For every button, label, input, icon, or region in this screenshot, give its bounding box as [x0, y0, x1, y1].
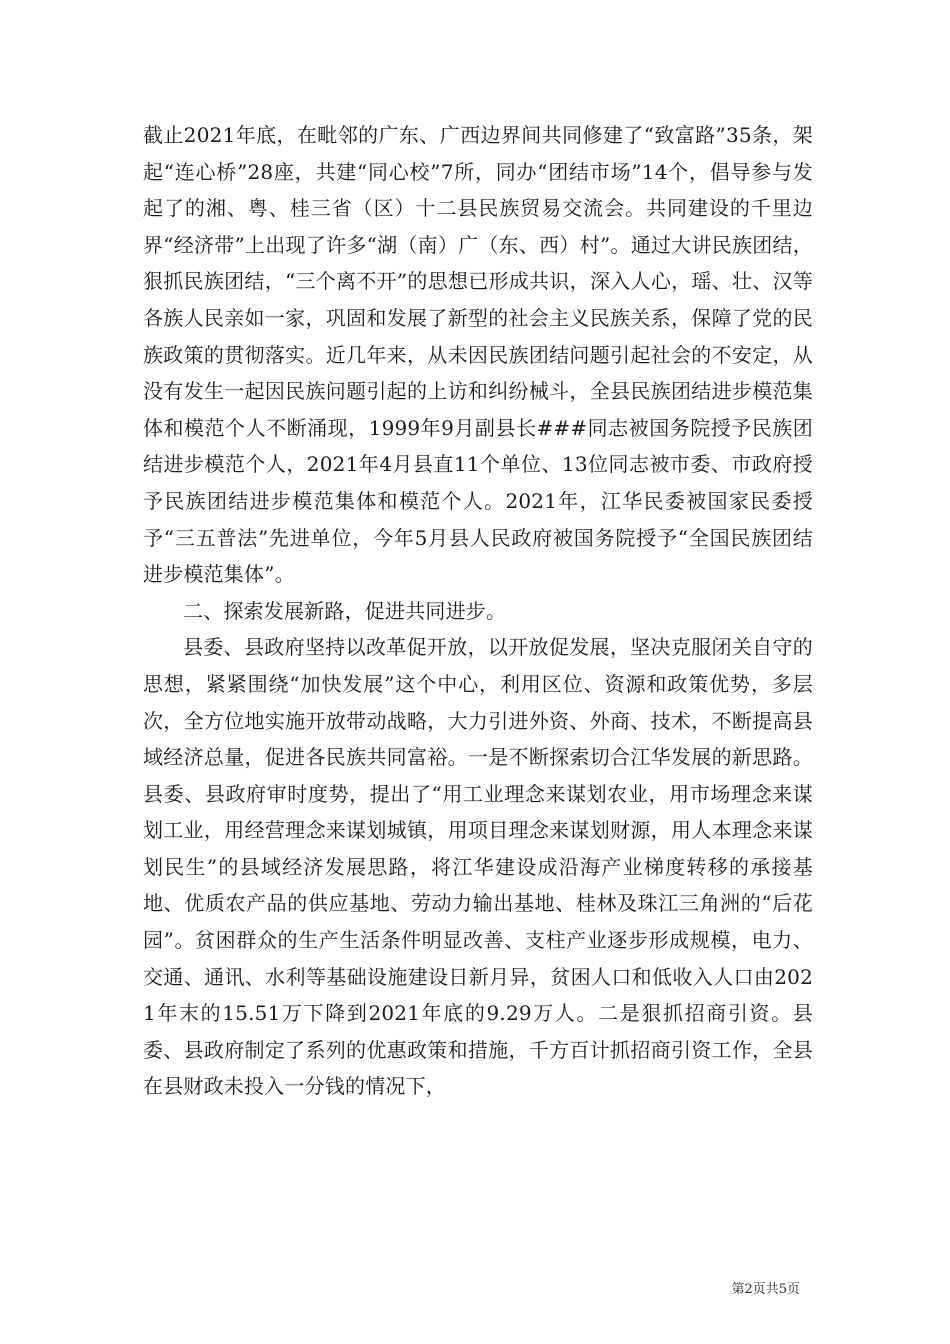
paragraph-ethnic-unity: 截止2021年底，在毗邻的广东、广西边界间共同修建了“致富路”35条，架起“连心桥”28座，共建“同心校”7所，同办“团结市场”14个，倡导参与发起了的湘、粤、桂三省（区）十二县民族贸易交流会。共同建设的千里边界“经济带”上出现了许多“湖（南）广（东、西）村”。通过大讲民族团结，狠抓民族团结，“三个离不开”的思想已形成共识，深入人心，瑶、壮、汉等各族人民亲如一家，巩固和发展了新型的社会主义民族关系，保障了党的民族政策的贯彻落实。近几年来，从未因民族团结问题引起社会的不安定，从没有发生一起因民族问题引起的上访和纠纷械斗，全县民族团结进步模范集体和模范个人不断涌现，1999年9月副县长###同志被国务院授予民族团结进步模范个人，2021年4月县直11个单位、13位同志被市委、市政府授予民族团结进步模范集体和模范个人。2021年，江华民委被国家民委授予“三五普法”先进单位，今年5月县人民政府被国务院授予“全国民族团结进步模范集体”。 [143, 123, 813, 587]
section-heading-explore-development: 二、探索发展新路，促进共同进步。 [183, 598, 507, 623]
page-number-footer: 第2页共5页 [731, 1282, 800, 1297]
document-body [143, 117, 813, 1105]
paragraph-opening-development: 县委、县政府坚持以改革促开放，以开放促发展，坚决克服闭关自守的思想，紧紧围绕“加快发展”这个中心，利用区位、资源和政策优势，多层次，全方位地实施开放带动战略，大力引进外资、外商、技术，不断提高县域经济总量，促进各民族共同富裕。一是不断探索切合江华发展的新思路。县委、县政府审时度势，提出了“用工业理念来谋划农业，用市场理念来谋划工业，用经营理念来谋划城镇，用项目理念来谋划财源，用人本理念来谋划民生”的县域经济发展思路，将江华建设成沿海产业梯度转移的承接基地、优质农产品的供应基地、劳动力输出基地、桂林及珠江三角洲的“后花园”。贫困群众的生产生活条件明显改善、支柱产业逐步形成规模，电力、交通、通讯、水利等基础设施建设日新月异，贫困人口和低收入人口由2021年末的15.51万下降到2021年底的9.29万人。二是狠抓招商引资。县委、县政府制定了系列的优惠政策和措施，千方百计抓招商引资工作，全县在县财政未投入一分钱的情况下， [143, 635, 813, 1099]
